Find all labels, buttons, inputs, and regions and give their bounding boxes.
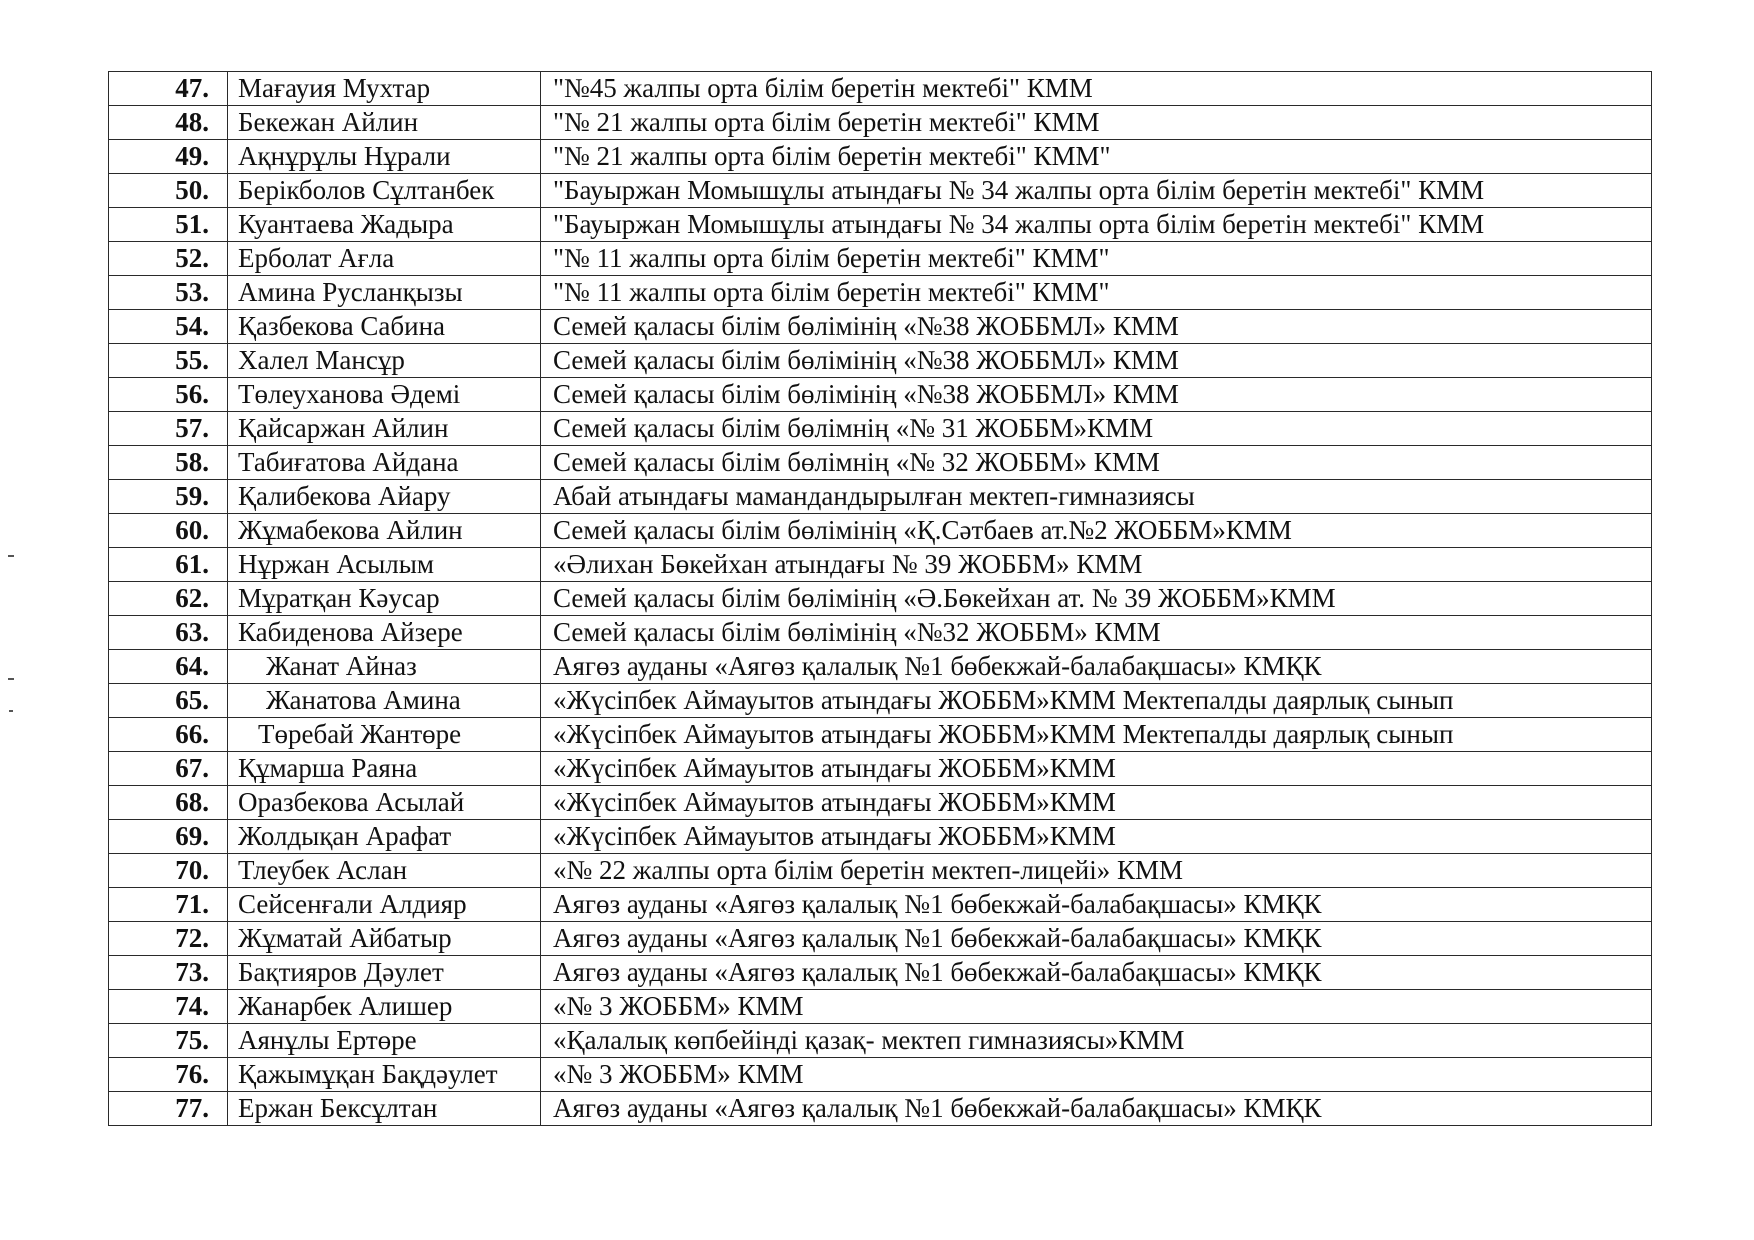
organization-name: «Қалалық көпбейінді қазақ- мектеп гимназиясы»КММ [541,1024,1652,1058]
table-row [109,820,1652,854]
participant-name: Мағауия Мухтар [228,72,541,106]
participant-name: Жанат Айназ [228,650,541,684]
row-number: 70. [109,854,228,888]
organization-name: Аягөз ауданы «Аягөз қалалық №1 бөбекжай-балабақшасы» КМҚК [541,922,1652,956]
participant-name: Жолдықан Арафат [228,820,541,854]
organization-name: "№45 жалпы орта білім беретін мектебі" КММ [541,72,1652,106]
participant-name: Қайсаржан Айлин [228,412,541,446]
row-number: 55. [109,344,228,378]
row-number: 76. [109,1058,228,1092]
participant-name: Тлеубек Аслан [228,854,541,888]
participant-name: Жұмабекова Айлин [228,514,541,548]
table-row [109,990,1652,1024]
participant-name: Куантаева Жадыра [228,208,541,242]
row-number: 48. [109,106,228,140]
row-number: 47. [109,72,228,106]
organization-name: "№ 21 жалпы орта білім беретін мектебі" КММ" [541,140,1652,174]
table-row [109,446,1652,480]
table-row [109,174,1652,208]
row-number: 63. [109,616,228,650]
table-row [109,310,1652,344]
organization-name: Аягөз ауданы «Аягөз қалалық №1 бөбекжай-балабақшасы» КМҚК [541,1092,1652,1126]
row-number: 66. [109,718,228,752]
participant-name: Аянұлы Ертөре [228,1024,541,1058]
table-row [109,514,1652,548]
table-row [109,412,1652,446]
organization-name: "№ 11 жалпы орта білім беретін мектебі" КММ" [541,276,1652,310]
row-number: 71. [109,888,228,922]
organization-name: Семей қаласы білім бөлімінің «Қ.Сәтбаев ат.№2 ЖОББМ»КММ [541,514,1652,548]
participant-name: Бақтияров Дәулет [228,956,541,990]
table-row [109,1024,1652,1058]
row-number: 77. [109,1092,228,1126]
organization-name: «Жүсіпбек Аймауытов атындағы ЖОББМ»КММ [541,820,1652,854]
table-row [109,378,1652,412]
table-row [109,888,1652,922]
row-number: 67. [109,752,228,786]
table-row [109,718,1652,752]
row-number: 60. [109,514,228,548]
table-row [109,480,1652,514]
participant-name: Жанарбек Алишер [228,990,541,1024]
organization-name: "Бауыржан Момышұлы атындағы № 34 жалпы орта білім беретін мектебі" КММ [541,208,1652,242]
organization-name: Семей қаласы білім бөлімінің «№38 ЖОББМЛ» КММ [541,344,1652,378]
row-number: 72. [109,922,228,956]
scan-mark [9,710,13,712]
participant-name: Төлеуханова Әдемі [228,378,541,412]
organization-name: Аягөз ауданы «Аягөз қалалық №1 бөбекжай-балабақшасы» КМҚК [541,888,1652,922]
row-number: 74. [109,990,228,1024]
row-number: 73. [109,956,228,990]
organization-name: «Жүсіпбек Аймауытов атындағы ЖОББМ»КММ Мектепалды даярлық сынып [541,684,1652,718]
row-number: 62. [109,582,228,616]
row-number: 69. [109,820,228,854]
organization-name: Семей қаласы білім бөлімнің «№ 32 ЖОББМ» КММ [541,446,1652,480]
row-number: 52. [109,242,228,276]
table-row [109,650,1652,684]
table-row [109,1092,1652,1126]
organization-name: «Жүсіпбек Аймауытов атындағы ЖОББМ»КММ [541,752,1652,786]
participants-table [108,71,1652,1126]
table-row [109,344,1652,378]
participant-name: Ержан Бексұлтан [228,1092,541,1126]
organization-name: «Жүсіпбек Аймауытов атындағы ЖОББМ»КММ Мектепалды даярлық сынып [541,718,1652,752]
row-number: 49. [109,140,228,174]
organization-name: "№ 11 жалпы орта білім беретін мектебі" КММ" [541,242,1652,276]
participant-name: Жанатова Амина [228,684,541,718]
row-number: 54. [109,310,228,344]
table-row [109,106,1652,140]
organization-name: «№ 3 ЖОББМ» КММ [541,1058,1652,1092]
organization-name: «№ 3 ЖОББМ» КММ [541,990,1652,1024]
participant-name: Амина Русланқызы [228,276,541,310]
organization-name: «Жүсіпбек Аймауытов атындағы ЖОББМ»КММ [541,786,1652,820]
row-number: 51. [109,208,228,242]
participant-name: Оразбекова Асылай [228,786,541,820]
organization-name: Семей қаласы білім бөлімінің «№38 ЖОББМЛ» КММ [541,378,1652,412]
scan-mark [8,555,14,557]
table-row [109,582,1652,616]
participant-name: Төребай Жантөре [228,718,541,752]
row-number: 75. [109,1024,228,1058]
organization-name: Семей қаласы білім бөлімінің «№32 ЖОББМ» КММ [541,616,1652,650]
row-number: 61. [109,548,228,582]
table-row [109,208,1652,242]
participant-name: Табиғатова Айдана [228,446,541,480]
participant-name: Бекежан Айлин [228,106,541,140]
row-number: 53. [109,276,228,310]
participant-name: Ақнұрұлы Нұрали [228,140,541,174]
row-number: 50. [109,174,228,208]
organization-name: Аягөз ауданы «Аягөз қалалық №1 бөбекжай-балабақшасы» КМҚК [541,956,1652,990]
participant-name: Қазбекова Сабина [228,310,541,344]
scan-mark [8,678,14,680]
table-row [109,752,1652,786]
participant-name: Халел Мансұр [228,344,541,378]
organization-name: Семей қаласы білім бөлімінің «№38 ЖОББМЛ» КММ [541,310,1652,344]
row-number: 58. [109,446,228,480]
participant-name: Жұматай Айбатыр [228,922,541,956]
row-number: 59. [109,480,228,514]
row-number: 68. [109,786,228,820]
organization-name: Аягөз ауданы «Аягөз қалалық №1 бөбекжай-балабақшасы» КМҚК [541,650,1652,684]
organization-name: Семей қаласы білім бөлімнің «№ 31 ЖОББМ»КММ [541,412,1652,446]
participant-name: Құмарша Раяна [228,752,541,786]
table-row [109,684,1652,718]
table-row [109,140,1652,174]
table-row [109,242,1652,276]
row-number: 56. [109,378,228,412]
participant-name: Кабиденова Айзере [228,616,541,650]
participant-name: Қалибекова Айару [228,480,541,514]
participant-name: Мұратқан Кәусар [228,582,541,616]
organization-name: «Әлихан Бөкейхан атындағы № 39 ЖОББМ» КММ [541,548,1652,582]
table-row [109,548,1652,582]
participant-name: Сейсенғали Алдияр [228,888,541,922]
table-row [109,956,1652,990]
table-row [109,276,1652,310]
row-number: 64. [109,650,228,684]
table-row [109,922,1652,956]
participant-name: Ерболат Ағла [228,242,541,276]
organization-name: "Бауыржан Момышұлы атындағы № 34 жалпы орта білім беретін мектебі" КММ [541,174,1652,208]
organization-name: Абай атындағы мамандандырылған мектеп-гимназиясы [541,480,1652,514]
table-row [109,616,1652,650]
row-number: 57. [109,412,228,446]
table-row [109,854,1652,888]
organization-name: Семей қаласы білім бөлімінің «Ә.Бөкейхан ат. № 39 ЖОББМ»КММ [541,582,1652,616]
table-body [109,72,1652,1126]
table-row [109,786,1652,820]
organization-name: "№ 21 жалпы орта білім беретін мектебі" КММ [541,106,1652,140]
table-row [109,72,1652,106]
participant-name: Берікболов Сұлтанбек [228,174,541,208]
table-row [109,1058,1652,1092]
row-number: 65. [109,684,228,718]
participant-name: Қажымұқан Бақдәулет [228,1058,541,1092]
organization-name: «№ 22 жалпы орта білім беретін мектеп-лицейі» КММ [541,854,1652,888]
participant-name: Нұржан Асылым [228,548,541,582]
